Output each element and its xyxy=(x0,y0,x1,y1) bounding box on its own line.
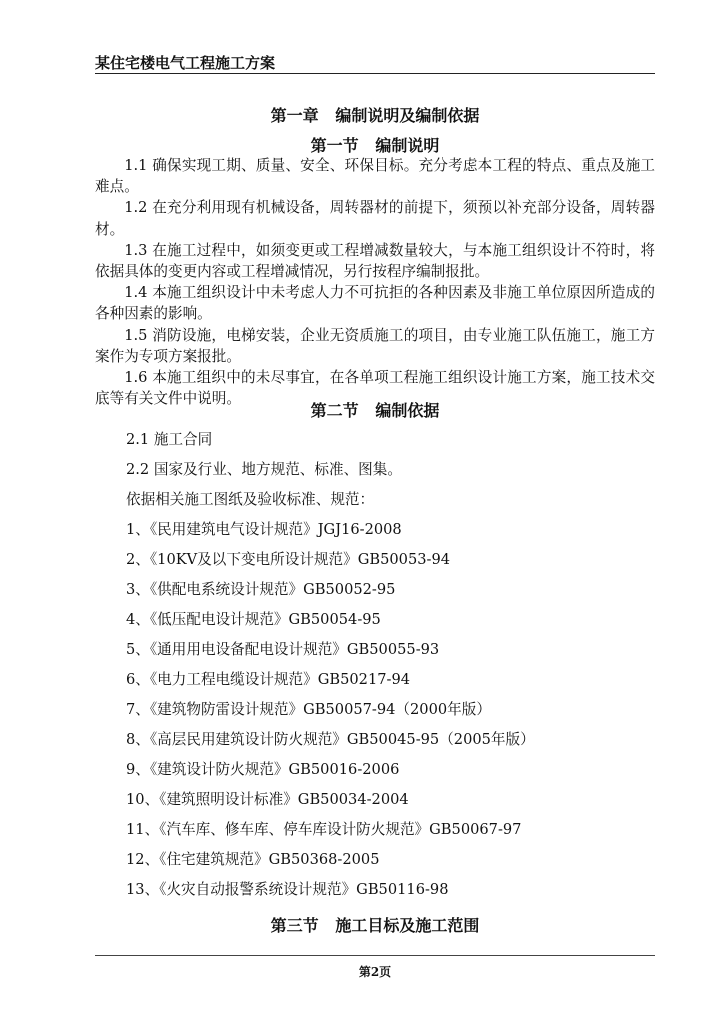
standard-item: 2、《10KV及以下变电所设计规范》GB50053-94 xyxy=(126,551,451,568)
paragraph-1-2: 1.2 在充分利用现有机械设备，周转器材的前提下，须预以补充部分设备，周转器材。 xyxy=(95,199,655,238)
basis-item: 2.2 国家及行业、地方规范、标准、图集。 xyxy=(126,461,402,478)
standard-item: 3、《供配电系统设计规范》GB50052-95 xyxy=(126,581,396,598)
paragraph-1-3: 1.3 在施工过程中，如须变更或工程增减数量较大，与本施工组织设计不符时，将依据具体的变更内容或工程增减情况，另行按程序编制报批。 xyxy=(95,241,655,281)
paragraph-1-4: 1.4 本施工组织设计中未考虑人力不可抗拒的各种因素及非施工单位原因所造成的各种因素的影响。 xyxy=(95,284,655,323)
standard-item: 6、《电力工程电缆设计规范》GB50217-94 xyxy=(126,671,411,688)
paragraph-1-5: 1.5 消防设施，电梯安装，企业无资质施工的项目，由专业施工队伍施工，施工方案作为专项方案报批。 xyxy=(95,326,655,365)
chapter-title: 第一章 编制说明及编制依据 xyxy=(270,106,480,125)
standard-item: 4、《低压配电设计规范》GB50054-95 xyxy=(126,611,381,628)
footer-divider xyxy=(95,955,655,956)
standard-item: 8、《高层民用建筑设计防火规范》GB50045-95（2005年版） xyxy=(126,731,535,748)
standard-item: 11、《汽车库、修车库、停车库设计防火规范》GB50067-97 xyxy=(126,821,522,838)
header-divider xyxy=(95,73,655,74)
section-1-body xyxy=(95,155,655,409)
basis-item: 2.1 施工合同 xyxy=(126,431,213,448)
standard-item: 5、《通用用电设备配电设计规范》GB50055-93 xyxy=(126,641,440,658)
section-1-title: 第一节 编制说明 xyxy=(310,136,440,155)
section-2-title: 第二节 编制依据 xyxy=(310,401,440,420)
page-header-title: 某住宅楼电气工程施工方案 xyxy=(95,54,276,72)
standard-item: 13、《火灾自动报警系统设计规范》GB50116-98 xyxy=(126,881,449,898)
standard-item: 10、《建筑照明设计标准》GB50034-2004 xyxy=(126,791,409,808)
standard-item: 1、《民用建筑电气设计规范》JGJ16-2008 xyxy=(126,521,402,538)
standard-item: 12、《住宅建筑规范》GB50368-2005 xyxy=(126,851,380,868)
standard-item: 7、《建筑物防雷设计规范》GB50057-94（2000年版） xyxy=(126,701,491,718)
standard-item: 9、《建筑设计防火规范》GB50016-2006 xyxy=(126,761,400,778)
section-3-title: 第三节 施工目标及施工范围 xyxy=(270,916,480,935)
paragraph-1-1: 1.1 确保实现工期、质量、安全、环保目标。充分考虑本工程的特点、重点及施工难点。 xyxy=(95,157,655,196)
paragraph-1-6: 1.6 本施工组织中的未尽事宜，在各单项工程施工组织设计施工方案，施工技术交底等有关文件中说明。 xyxy=(95,369,655,408)
page-number: 第2页 xyxy=(358,965,392,979)
basis-intro: 依据相关施工图纸及验收标准、规范： xyxy=(126,491,375,508)
